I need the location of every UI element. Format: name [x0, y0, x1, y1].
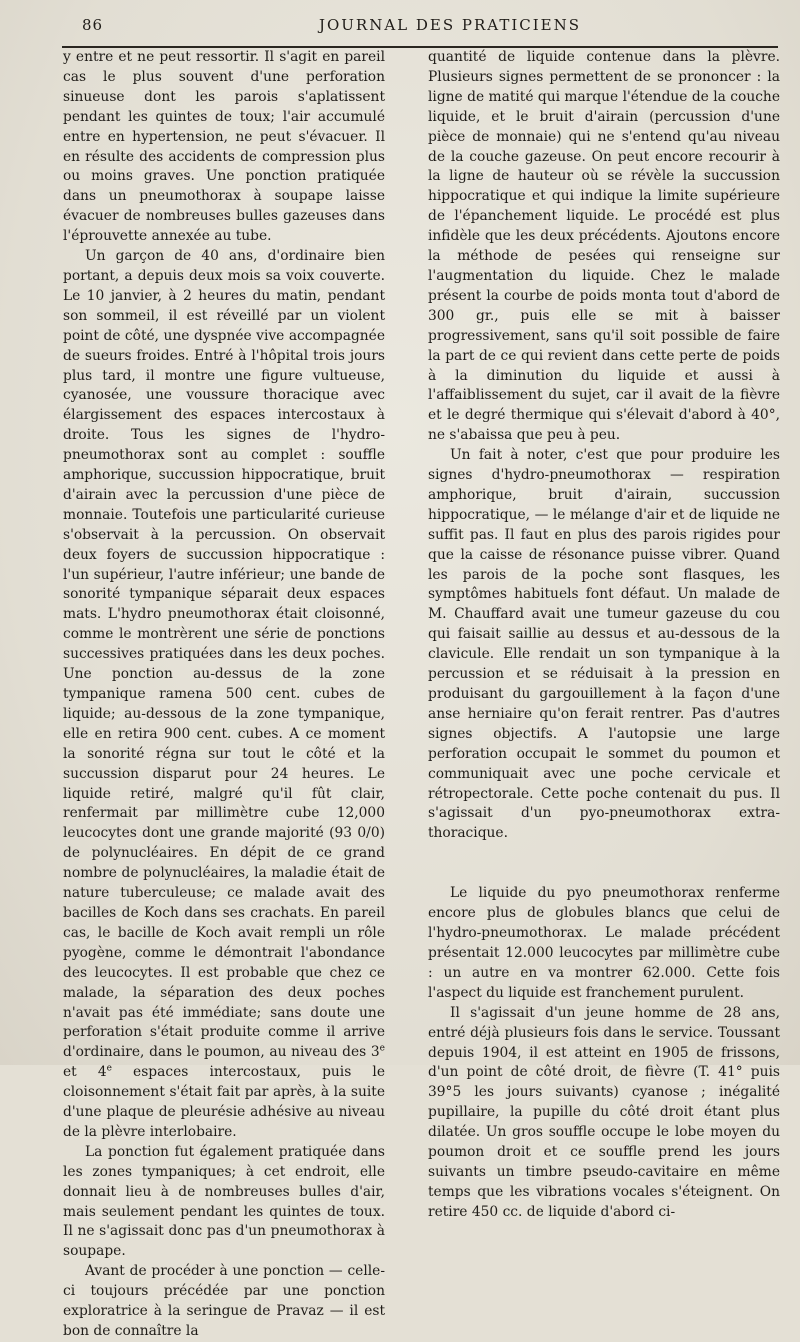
left-column [63, 48, 385, 1342]
paragraph: Il s'agissait d'un jeune homme de 28 ans, entré déjà plusieurs fois dans le service. Toussant depuis 1904, il est atteint en 1905 de frissons, d'un point de côté droit, de fièvre (T. 41° puis 39°5 les jours suivants) cyanose ; inégalité pupillaire, la pupille du côté droit étant plus dilatée. Un gros souffle occupe le lobe moyen du poumon droit et ce souffle prend les jours suivants un timbre pseudo-cavitaire en même temps que les vibrations vocales s'éteignent. On retire 450 cc. de liquide d'abord ci- [428, 1004, 780, 1220]
paragraph: Avant de procéder à une ponction — celle-ci toujours précédée par une ponction exploratrice à la seringue de Pravaz — il est bon de connaître la [63, 1263, 385, 1339]
superscript: e [106, 1063, 112, 1074]
page-header [60, 12, 780, 38]
page-number: 86 [82, 16, 104, 34]
paragraph: Un fait à noter, c'est que pour produire les signes d'hydro-pneumothorax — respiration amphorique, bruit d'airain, succussion hippocratique, — le mélange d'air et de liquide ne suffit pas. Il faut en plus des parois rigides pour que la caisse de résonance puisse vibrer. Quand les parois de la poche sont flasques, les symptômes habituels font défaut. Un malade de M. Chauffard avait une tumeur gazeuse du cou qui faisait saillie au dessus et au-dessous de la clavicule. Elle rendait un son tympanique à la percussion et se réduisait à la pression en produisant du gargouillement à la façon d'une anse herniaire qu'on ferait rentrer. Pas d'autres signes objectifs. A l'autopsie une large perforation occupait le sommet du poumon et communiquait avec une poche cervicale et rétropectorale. Cette poche contenait du pus. Il s'agissait d'un pyo-pneumothorax extra-thoracique. [428, 447, 780, 842]
text-run: et 4 [63, 1064, 107, 1081]
paragraph: y entre et ne peut ressortir. Il s'agit en pareil cas le plus souvent d'une perforation sinueuse dont les parois s'aplatissent pendant les quintes de toux; l'air accumulé entre en hypertension, ne peut s'évacuer. Il en résulte des accidents de compression plus ou moins graves. Une ponction pratiquée dans un pneumothorax à soupape laisse évacuer de nombreuses bulles gazeuses dans l'éprouvette annexée au tube. [63, 49, 385, 245]
paragraph: La ponction fut également pratiquée dans les zones tympaniques; à cet endroit, elle donnait lieu à de nombreuses bulles d'air, mais seulement pendant les quintes de toux. Il ne s'agissait donc pas d'un pneumothorax à soupape. [63, 1143, 385, 1260]
right-column [428, 48, 780, 1223]
paragraph: Le liquide du pyo pneumothorax renferme encore plus de globules blancs que celui de l'hydro-pneumothorax. Le malade précédent présentait 12.000 leucocytes par millimètre cube : un autre en va montrer 62.000. Cette fois l'aspect du liquide est franchement purulent. [428, 885, 780, 1001]
text-run: Un garçon de 40 ans, d'ordinaire bien portant, a depuis deux mois sa voix couverte. Le 10 janvier, à 2 heures du matin, pendant son sommeil, il est réveillé par un violent point de côté, une dyspnée vive accompagnée de sueurs froides. Entré à l'hôpital trois jours plus tard, il montre une figure vultueuse, cyanosée, une voussure thoracique avec élargissement des espaces intercostaux à droite. Tous les signes de l'hydro-pneumothorax sont au complet : souffle amphorique, succussion hippocratique, bruit d'airain avec la percussion d'une pièce de monnaie. Toutefois une particularité curieuse s'observait à la percussion. On observait deux foyers de succussion hippocratique : l'un supérieur, l'autre inférieur; une bande de sonorité tympanique séparait deux espaces mats. L'hydro pneumothorax était cloisonné, comme le montrèrent une série de ponctions successives pratiquées dans les deux poches. Une ponction au-dessus de la zone tympanique ramena 500 cent. cubes de liquide; au-dessous de la zone tympanique, elle en retira 900 cent. cubes. A ce moment la sonorité régna sur tout le côté et la succussion disparut pour 24 heures. Le liquide retiré, malgré qu'il fût clair, renfermait par millimètre cube 12,000 leucocytes dont une grande majorité (93 0/0) de polynucléaires. En dépit de ce grand nombre de polynucléaires, la maladie était de nature tuberculeuse; ce malade avait des bacilles de Koch dans ses crachats. En pareil cas, le bacille de Koch avait rempli un rôle pyogène, comme le démontrait l'abondance des leucocytes. Il est probable que chez ce malade, la séparation des deux poches n'avait pas été immédiate; sans doute une perforation s'était produite comme il arrive d'ordinaire, dans le poumon, au niveau des 3 [63, 248, 385, 1061]
superscript: e [379, 1043, 385, 1054]
text-run: espaces intercostaux, puis le cloisonnement s'était fait par après, à la suite d'une plaque de pleurésie adhésive au niveau de la plèvre interlobaire. [63, 1064, 385, 1140]
running-title: JOURNAL DES PRATICIENS [318, 16, 582, 34]
paragraph [63, 247, 385, 1143]
paragraph: quantité de liquide contenue dans la plèvre. Plusieurs signes permettent de se prononcer : la ligne de matité qui marque l'étendue de la couche liquide, et le bruit d'airain (percussion d'une pièce de monnaie) qui ne s'entend qu'au niveau de la couche gazeuse. On peut encore recourir à la ligne de hauteur où se révèle la succussion hippocratique et qui indique la limite supérieure de l'épanchement liquide. Le procédé est plus infidèle que les deux précédents. Ajoutons encore la méthode de pesées qui renseigne sur l'augmentation du liquide. Chez le malade présent la courbe de poids monta tout d'abord de 300 gr., puis elle se mit à baisser progressivement, sans qu'il soit possible de faire la part de ce qui revient dans cette perte de poids à la diminution du liquide et aussi à l'affaiblissement du sujet, car il avait de la fièvre et le degré thermique qui s'élevait d'abord à 40°, ne s'abaissa que peu à peu. [428, 49, 780, 444]
